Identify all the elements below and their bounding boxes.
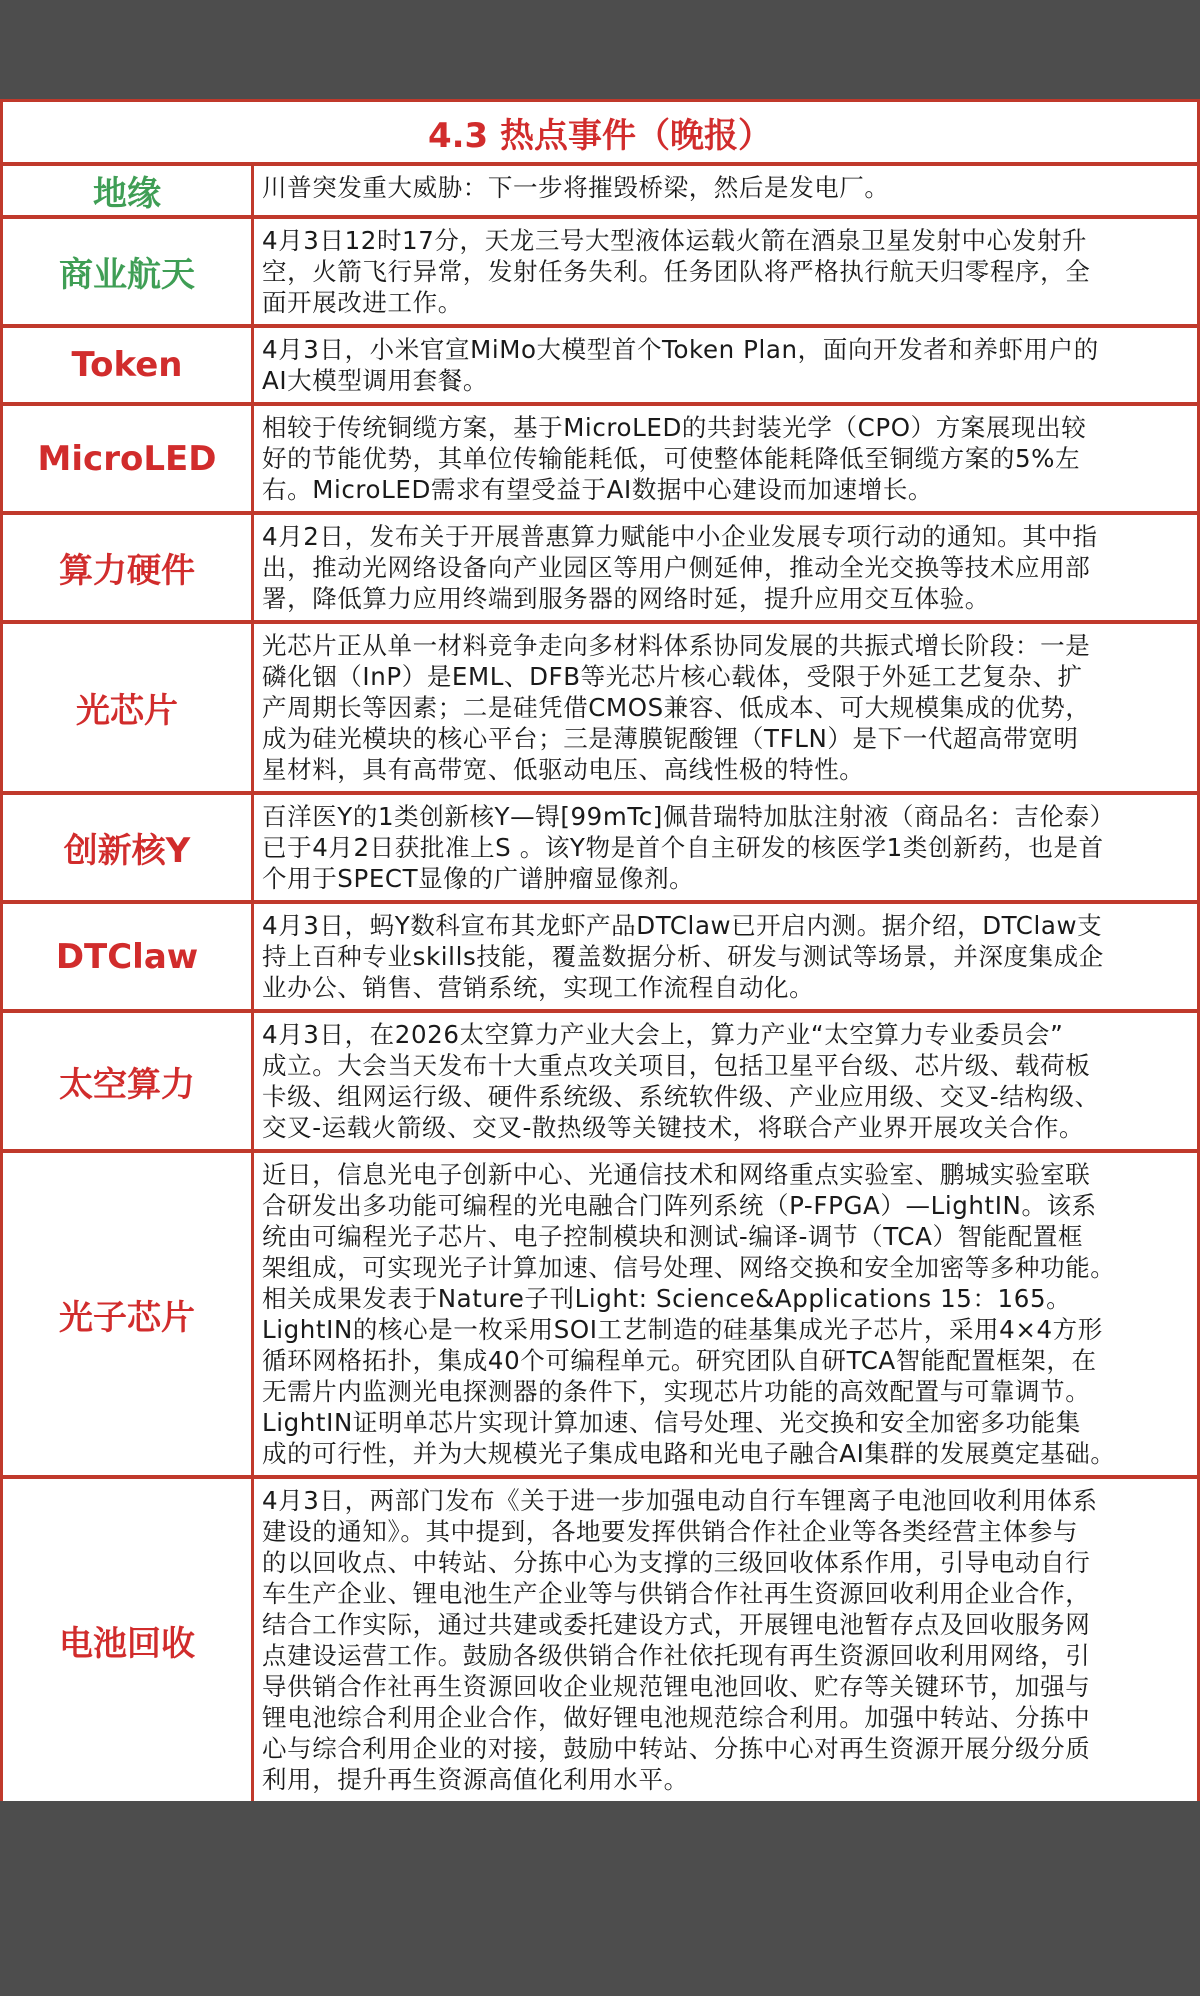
- content-line: 个用于SPECT显像的广谱肿瘤显像剂。: [262, 864, 695, 893]
- content-line: 4月3日12时17分，天龙三号大型液体运载火箭在酒泉卫星发射中心发射升: [262, 226, 1088, 255]
- content-line: 建设的通知》。其中提到，各地要发挥供销合作社企业等各类经营主体参与: [262, 1517, 1079, 1546]
- table-row: [3, 1479, 1197, 1801]
- content-line: 空，火箭飞行异常，发射任务失利。任务团队将严格执行航天归零程序，全: [262, 257, 1091, 286]
- content-line: 星材料，具有高带宽、低驱动电压、高线性极的特性。: [262, 755, 865, 784]
- table-row: [3, 624, 1197, 795]
- row-category-label: 商业航天: [3, 219, 254, 324]
- content-line: 锂电池综合利用企业合作，做好锂电池规范综合利用。加强中转站、分拣中: [262, 1703, 1091, 1732]
- row-category-label: 电池回收: [3, 1479, 254, 1801]
- content-line: 持上百种专业skills技能，覆盖数据分析、研发与测试等场景，并深度集成企: [262, 942, 1104, 971]
- table-row: [3, 515, 1197, 624]
- content-line: 成立。大会当天发布十大重点攻关项目，包括卫星平台级、芯片级、载荷板: [262, 1051, 1091, 1080]
- content-line: AI大模型调用套餐。: [262, 366, 488, 395]
- row-category-label: 光芯片: [3, 624, 254, 791]
- content-line: 好的节能优势，其单位传输能耗低，可使整体能耗降低至铜缆方案的5%左: [262, 444, 1081, 473]
- content-line: 署，降低算力应用终端到服务器的网络时延，提升应用交互体验。: [262, 584, 990, 613]
- table-row: [3, 1013, 1197, 1153]
- content-line: 已于4月2日获批准上S 。该Y物是首个自主研发的核医学1类创新药，也是首: [262, 833, 1104, 862]
- table-row: [3, 219, 1197, 328]
- content-line: 相较于传统铜缆方案，基于MicroLED的共封装光学（CPO）方案展现出较: [262, 413, 1087, 442]
- content-line: 相关成果发表于Nature子刊Light: Science&Applications 15：165。: [262, 1284, 1072, 1313]
- row-content: [254, 1479, 1104, 1801]
- row-content: [254, 219, 1096, 324]
- content-line: 利用，提升再生资源高值化利用水平。: [262, 1765, 689, 1794]
- row-category-label: MicroLED: [3, 406, 254, 511]
- table-title: 4.3 热点事件（晚报）: [3, 99, 1197, 166]
- content-line: 磷化铟（InP）是EML、DFB等光芯片核心载体，受限于外延工艺复杂、扩: [262, 662, 1083, 691]
- row-category-label: Token: [3, 328, 254, 402]
- row-content: [254, 1013, 1106, 1149]
- content-line: 川普突发重大威胁：下一步将摧毁桥梁，然后是发电厂。: [262, 173, 890, 202]
- content-line: 光芯片正从单一材料竞争走向多材料体系协同发展的共振式增长阶段：一是: [262, 631, 1091, 660]
- table-row: [3, 1153, 1197, 1479]
- row-category-label: DTClaw: [3, 904, 254, 1009]
- content-line: 出，推动光网络设备向产业园区等用户侧延伸，推动全光交换等技术应用部: [262, 553, 1091, 582]
- row-category-label: 太空算力: [3, 1013, 254, 1149]
- row-category-label: 创新核Y: [3, 795, 254, 900]
- content-line: 4月3日，在2026太空算力产业大会上，算力产业“太空算力专业委员会”: [262, 1020, 1064, 1049]
- content-line: 4月3日，小米官宣MiMo大模型首个Token Plan，面向开发者和养虾用户的: [262, 335, 1099, 364]
- table-row: [3, 904, 1197, 1013]
- hot-events-table: [0, 99, 1200, 1801]
- content-line: 4月2日，发布关于开展普惠算力赋能中小企业发展专项行动的通知。其中指: [262, 522, 1098, 551]
- row-category-label: 地缘: [3, 166, 254, 215]
- content-line: 架组成，可实现光子计算加速、信号处理、网络交换和安全加密等多种功能。: [262, 1253, 1116, 1282]
- content-line: 统由可编程光子芯片、电子控制模块和测试-编译-调节（TCA）智能配置框: [262, 1222, 1084, 1251]
- content-line: 成的可行性，并为大规模光子集成电路和光电子融合AI集群的发展奠定基础。: [262, 1439, 1116, 1468]
- content-line: 结合工作实际，通过共建或委托建设方式，开展锂电池暂存点及回收服务网: [262, 1610, 1091, 1639]
- table-row: [3, 328, 1197, 406]
- row-content: [254, 624, 1096, 791]
- content-line: 面开展改进工作。: [262, 288, 463, 317]
- content-line: 交叉-运载火箭级、交叉-散热级等关键技术，将联合产业界开展攻关合作。: [262, 1113, 1085, 1142]
- content-line: 4月3日，两部门发布《关于进一步加强电动自行车锂离子电池回收利用体系: [262, 1486, 1098, 1515]
- content-line: 的以回收点、中转站、分拣中心为支撑的三级回收体系作用，引导电动自行: [262, 1548, 1091, 1577]
- content-line: 点建设运营工作。鼓励各级供销合作社依托现有再生资源回收利用网络，引: [262, 1641, 1091, 1670]
- content-line: LightIN证明单芯片实现计算加速、信号处理、光交换和安全加密多功能集: [262, 1408, 1081, 1437]
- table-row: [3, 166, 1197, 219]
- content-line: 无需片内监测光电探测器的条件下，实现芯片功能的高效配置与可靠调节。: [262, 1377, 1091, 1406]
- content-line: 循环网格拓扑，集成40个可编程单元。研究团队自研TCA智能配置框架，在: [262, 1346, 1097, 1375]
- content-line: 产周期长等因素；二是硅凭借CMOS兼容、低成本、可大规模集成的优势，: [262, 693, 1091, 722]
- content-line: LightIN的核心是一枚采用SOI工艺制造的硅基集成光子芯片，采用4×4方形: [262, 1315, 1103, 1344]
- content-line: 百洋医Y的1类创新核Y—锝[99mTc]佩昔瑞特加肽注射液（商品名：吉伦泰）: [262, 802, 1115, 831]
- table-row: [3, 795, 1197, 904]
- content-line: 业办公、销售、营销系统，实现工作流程自动化。: [262, 973, 815, 1002]
- row-content: [254, 1153, 1121, 1475]
- row-content: [254, 328, 1105, 402]
- content-line: 心与综合利用企业的对接，鼓励中转站、分拣中心对再生资源开展分级分质: [262, 1734, 1091, 1763]
- content-line: 导供销合作社再生资源回收企业规范锂电池回收、贮存等关键环节，加强与: [262, 1672, 1091, 1701]
- row-category-label: 光子芯片: [3, 1153, 254, 1475]
- row-category-label: 算力硬件: [3, 515, 254, 620]
- content-line: 近日，信息光电子创新中心、光通信技术和网络重点实验室、鹏城实验室联: [262, 1160, 1091, 1189]
- row-content: [254, 795, 1121, 900]
- content-line: 合研发出多功能可编程的光电融合门阵列系统（P-FPGA）—LightIN。该系: [262, 1191, 1097, 1220]
- row-content: [254, 904, 1110, 1009]
- content-line: 右。MicroLED需求有望受益于AI数据中心建设而加速增长。: [262, 475, 934, 504]
- row-content: [254, 406, 1092, 511]
- row-content: [254, 166, 896, 215]
- content-line: 成为硅光模块的核心平台；三是薄膜铌酸锂（TFLN）是下一代超高带宽明: [262, 724, 1079, 753]
- table-row: [3, 406, 1197, 515]
- table-body: [3, 166, 1197, 1801]
- row-content: [254, 515, 1104, 620]
- content-line: 卡级、组网运行级、硬件系统级、系统软件级、产业应用级、交叉-结构级、: [262, 1082, 1100, 1111]
- content-line: 4月3日，蚂Y数科宣布其龙虾产品DTClaw已开启内测。据介绍，DTClaw支: [262, 911, 1103, 940]
- content-line: 车生产企业、锂电池生产企业等与供销合作社再生资源回收利用企业合作，: [262, 1579, 1091, 1608]
